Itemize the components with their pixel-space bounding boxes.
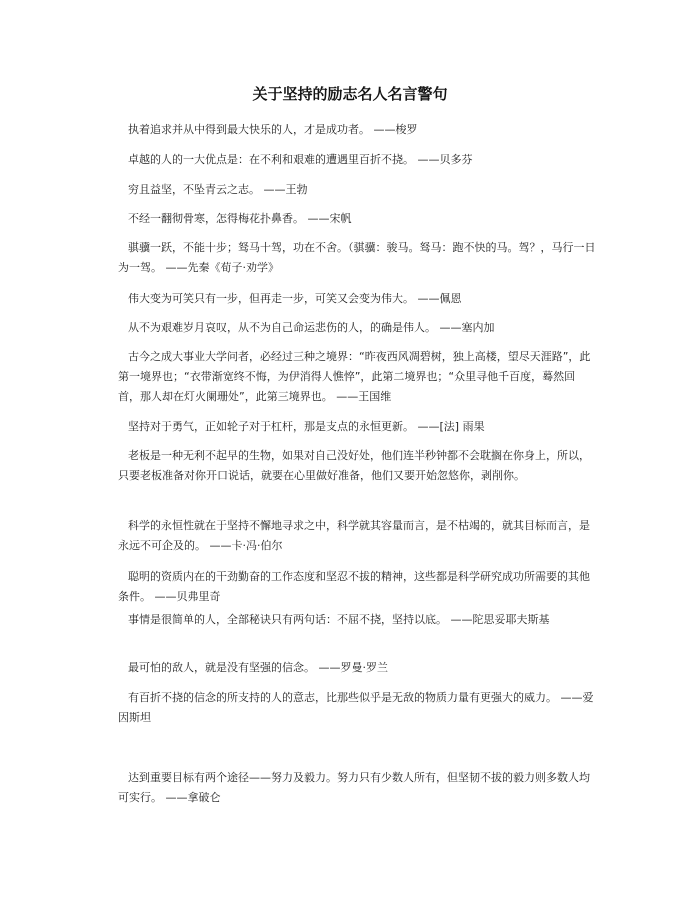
quote-paragraph: 古今之成大事业大学问者，必经过三种之境界：“昨夜西风凋碧树，独上高楼，望尽天涯路”，此第一境界也；“衣带渐宽终不悔，为伊消得人憔悴”，此第二境界也；“众里寻他千百度，蓦然回首，那人却在灯火阑珊处”，此第三境界也。 ——王国维 <box>118 350 591 403</box>
quote-paragraph: 最可怕的敌人，就是没有坚强的信念。 ——罗曼·罗兰 <box>128 661 388 674</box>
quote-paragraph: 执着追求并从中得到最大快乐的人，才是成功者。 ——梭罗 <box>128 123 418 136</box>
quote-paragraph: 骐骥一跃，不能十步；驽马十驾，功在不舍。（骐骥：骏马。驽马：跑不快的马。驾？，马行一日为一驾。 ——先秦《荀子·劝学》 <box>118 241 596 274</box>
quote-paragraph: 坚持对于勇气，正如轮子对于杠杆，那是支点的永恒更新。 ——[法] 雨果 <box>128 420 485 433</box>
quote-paragraph: 科学的永恒性就在于坚持不懈地寻求之中，科学就其容量而言，是不枯竭的，就其目标而言，是永远不可企及的。 ——卡·冯·伯尔 <box>118 519 590 552</box>
document-title: 关于坚持的励志名人名言警句 <box>252 85 448 103</box>
quote-paragraph: 老板是一种无利不起早的生物，如果对自己没好处，他们连半秒钟都不会耽搁在你身上，所以，只要老板准备对你开口说话，就要在心里做好准备，他们又要开始忽悠你，剥削你。 <box>118 449 590 482</box>
quote-paragraph: 有百折不挠的信念的所支持的人的意志，比那些似乎是无敌的物质力量有更强大的威力。 ——爱因斯坦 <box>118 691 594 724</box>
quote-paragraph: 穷且益坚，不坠青云之志。 ——王勃 <box>128 183 308 196</box>
quote-paragraph: 伟大变为可笑只有一步，但再走一步，可笑又会变为伟大。 ——佩恩 <box>128 292 462 305</box>
quote-paragraph: 达到重要目标有两个途径——努力及毅力。努力只有少数人所有，但坚韧不拔的毅力则多数人均可实行。 ——拿破仑 <box>118 771 590 804</box>
quote-paragraph: 聪明的资质内在的干劲勤奋的工作态度和坚忍不拔的精神，这些都是科学研究成功所需要的其他条件。 ——贝弗里奇 <box>118 570 590 603</box>
quote-paragraph: 从不为艰难岁月哀叹，从不为自己命运悲伤的人，的确是伟人。 ——塞内加 <box>128 321 495 334</box>
quote-paragraph: 事情是很简单的人，全部秘诀只有两句话：不屈不挠，坚持以底。 ——陀思妥耶夫斯基 <box>128 613 550 626</box>
quote-paragraph: 卓越的人的一大优点是：在不利和艰难的遭遇里百折不挠。 ——贝多芬 <box>128 153 473 166</box>
quote-paragraph: 不经一翻彻骨寒，怎得梅花扑鼻香。 ——宋帆 <box>128 212 352 225</box>
